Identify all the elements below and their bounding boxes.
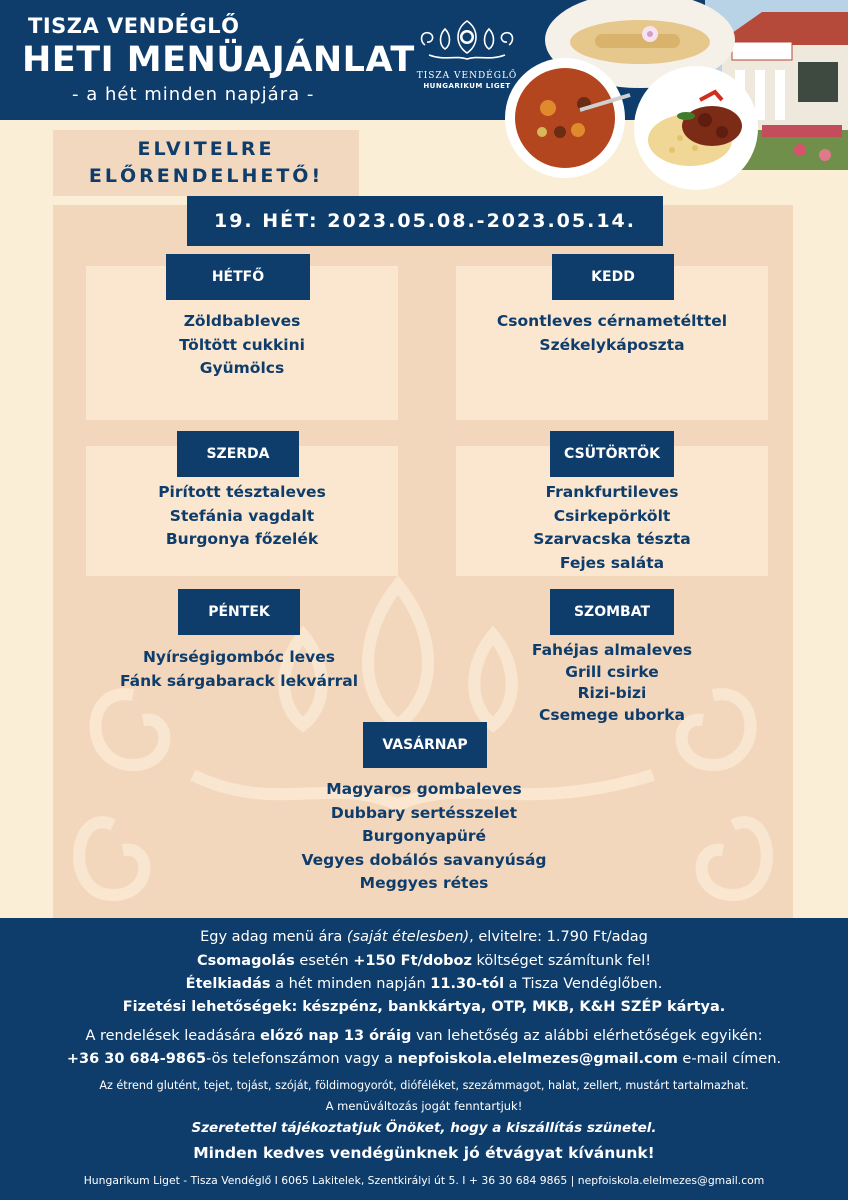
dish-item: Magyaros gombaleves <box>326 780 522 798</box>
day-panel-saturday <box>456 603 768 723</box>
dish-item: Gyümölcs <box>199 359 285 377</box>
price-label: Egy adag menü ára <box>200 929 347 945</box>
dish-item: Burgonyapüré <box>361 827 487 845</box>
address-line: Hungarikum Liget - Tisza Vendéglő I 6065 Lakitelek, Szentkirályi út 5. I + 36 30 684 9865 | nepfoiskola.elelmezes@gmail.com <box>83 1174 765 1187</box>
contact-text: -ös telefonszámon vagy a <box>206 1051 398 1067</box>
logo-tagline: HUNGARIKUM LIGET <box>423 82 511 90</box>
day-dishes-wednesday <box>86 481 398 552</box>
page-title: HETI MENÜAJÁNLAT <box>22 40 415 80</box>
packaging-line <box>0 953 848 969</box>
menu-change-note: A menüváltozás jogát fenntartjuk! <box>325 1099 523 1113</box>
preorder-line1: ELVITELRE <box>137 138 275 160</box>
order-line <box>0 1028 848 1044</box>
day-dishes-monday <box>86 310 398 381</box>
order-text: A rendelések leadására <box>85 1028 261 1044</box>
dish-item: Pirított tésztaleves <box>158 483 326 501</box>
page-subtitle: - a hét minden napjára - <box>72 84 315 105</box>
serving-text: a hét minden napján <box>270 976 431 992</box>
order-deadline: előző nap 13 óráig <box>260 1028 412 1044</box>
day-panel-monday <box>86 266 398 420</box>
dish-item: Fahéjas almaleves <box>531 641 693 659</box>
pasta-plate-photo <box>634 66 758 190</box>
day-dishes-tuesday <box>456 310 768 357</box>
day-badge-sunday: VASÁRNAP <box>363 722 487 768</box>
serving-line <box>0 976 848 992</box>
day-dishes-sunday <box>268 778 580 896</box>
footer-info <box>0 918 848 1200</box>
day-dishes-friday <box>83 646 395 693</box>
day-panel-sunday <box>268 722 580 902</box>
day-badge-thursday: CSÜTÖRTÖK <box>550 431 674 477</box>
day-badge-monday: HÉTFŐ <box>166 254 310 300</box>
serving-label: Ételkiadás <box>185 976 271 992</box>
dish-item: Vegyes dobálós savanyúság <box>301 850 547 869</box>
restaurant-photo <box>500 0 848 190</box>
dish-item: Székelykáposzta <box>539 335 685 354</box>
dish-item: Töltött cukkini <box>179 335 305 354</box>
dish-item: Csontleves cérnametélttel <box>496 312 728 330</box>
day-panel-friday <box>83 603 395 723</box>
price-note: (saját ételesben) <box>346 929 470 945</box>
day-panel-tuesday <box>456 266 768 420</box>
dish-item: Csirkepörkölt <box>553 506 671 525</box>
order-text-2: van lehetőség az alábbi elérhetőségek egyikén: <box>411 1028 763 1044</box>
dish-item: Zöldbableves <box>183 312 301 330</box>
dish-item: Szarvacska tészta <box>533 530 691 548</box>
dish-item: Fejes saláta <box>559 553 665 572</box>
price-value: 1.790 Ft/adag <box>546 929 648 945</box>
packaging-fee: +150 Ft/doboz <box>353 953 472 969</box>
serving-time: 11.30-tól <box>430 976 505 992</box>
preorder-box <box>53 130 359 196</box>
dish-item: Meggyes rétes <box>359 874 489 892</box>
dish-item: Stefánia vagdalt <box>169 506 315 525</box>
dish-item: Grill csirke <box>565 662 659 681</box>
day-dishes-thursday <box>456 481 768 575</box>
price-label-2: , elvitelre: <box>469 929 547 945</box>
day-dishes-saturday <box>456 640 768 726</box>
phone-number: +36 30 684-9865 <box>66 1051 207 1067</box>
day-badge-friday: PÉNTEK <box>178 589 300 635</box>
delivery-notice: Szeretettel tájékoztatjuk Önöket, hogy a kiszállítás szünetel. <box>191 1120 657 1136</box>
week-range-banner: 19. HÉT: 2023.05.08.-2023.05.14. <box>187 196 663 246</box>
email-address: nepfoiskola.elelmezes@gmail.com <box>397 1051 678 1067</box>
dish-item: Fánk sárgabarack lekvárral <box>119 671 359 690</box>
preorder-line2: ELŐRENDELHETŐ! <box>88 165 324 187</box>
packaging-text: esetén <box>294 953 354 969</box>
dish-item: Rizi-bizi <box>577 684 647 702</box>
packaging-text-2: költséget számítunk fel! <box>471 953 652 969</box>
logo-name: TISZA VENDÉGLŐ <box>416 71 518 81</box>
day-badge-tuesday: KEDD <box>552 254 674 300</box>
contact-line <box>0 1051 848 1067</box>
dish-item: Csemege uborka <box>539 705 685 724</box>
dish-item: Frankfurtileves <box>545 483 679 501</box>
dish-item: Burgonya főzelék <box>165 530 319 548</box>
dish-item: Dubbary sertésszelet <box>330 803 518 822</box>
day-panel-thursday <box>456 446 768 576</box>
packaging-label: Csomagolás <box>196 953 295 969</box>
day-panel-wednesday <box>86 446 398 576</box>
day-badge-saturday: SZOMBAT <box>550 589 674 635</box>
dish-item: Nyírségigombóc leves <box>142 648 336 666</box>
food-photo-collage <box>500 0 848 190</box>
allergen-note: Az étrend glutént, tejet, tojást, szóját, földimogyorót, dióféléket, szezámmagot, halat, zellert, mustárt tartalmazhat. <box>99 1079 749 1092</box>
greeting-line: Minden kedves vendégünknek jó étvágyat kívánunk! <box>193 1144 655 1162</box>
day-badge-wednesday: SZERDA <box>177 431 299 477</box>
serving-text-2: a Tisza Vendéglőben. <box>504 976 663 992</box>
payment-line: Fizetési lehetőségek: készpénz, bankkártya, OTP, MKB, K&H SZÉP kártya. <box>122 999 726 1015</box>
contact-text-2: e-mail címen. <box>677 1051 782 1067</box>
restaurant-name: TISZA VENDÉGLŐ <box>28 14 240 38</box>
price-line <box>0 929 848 945</box>
